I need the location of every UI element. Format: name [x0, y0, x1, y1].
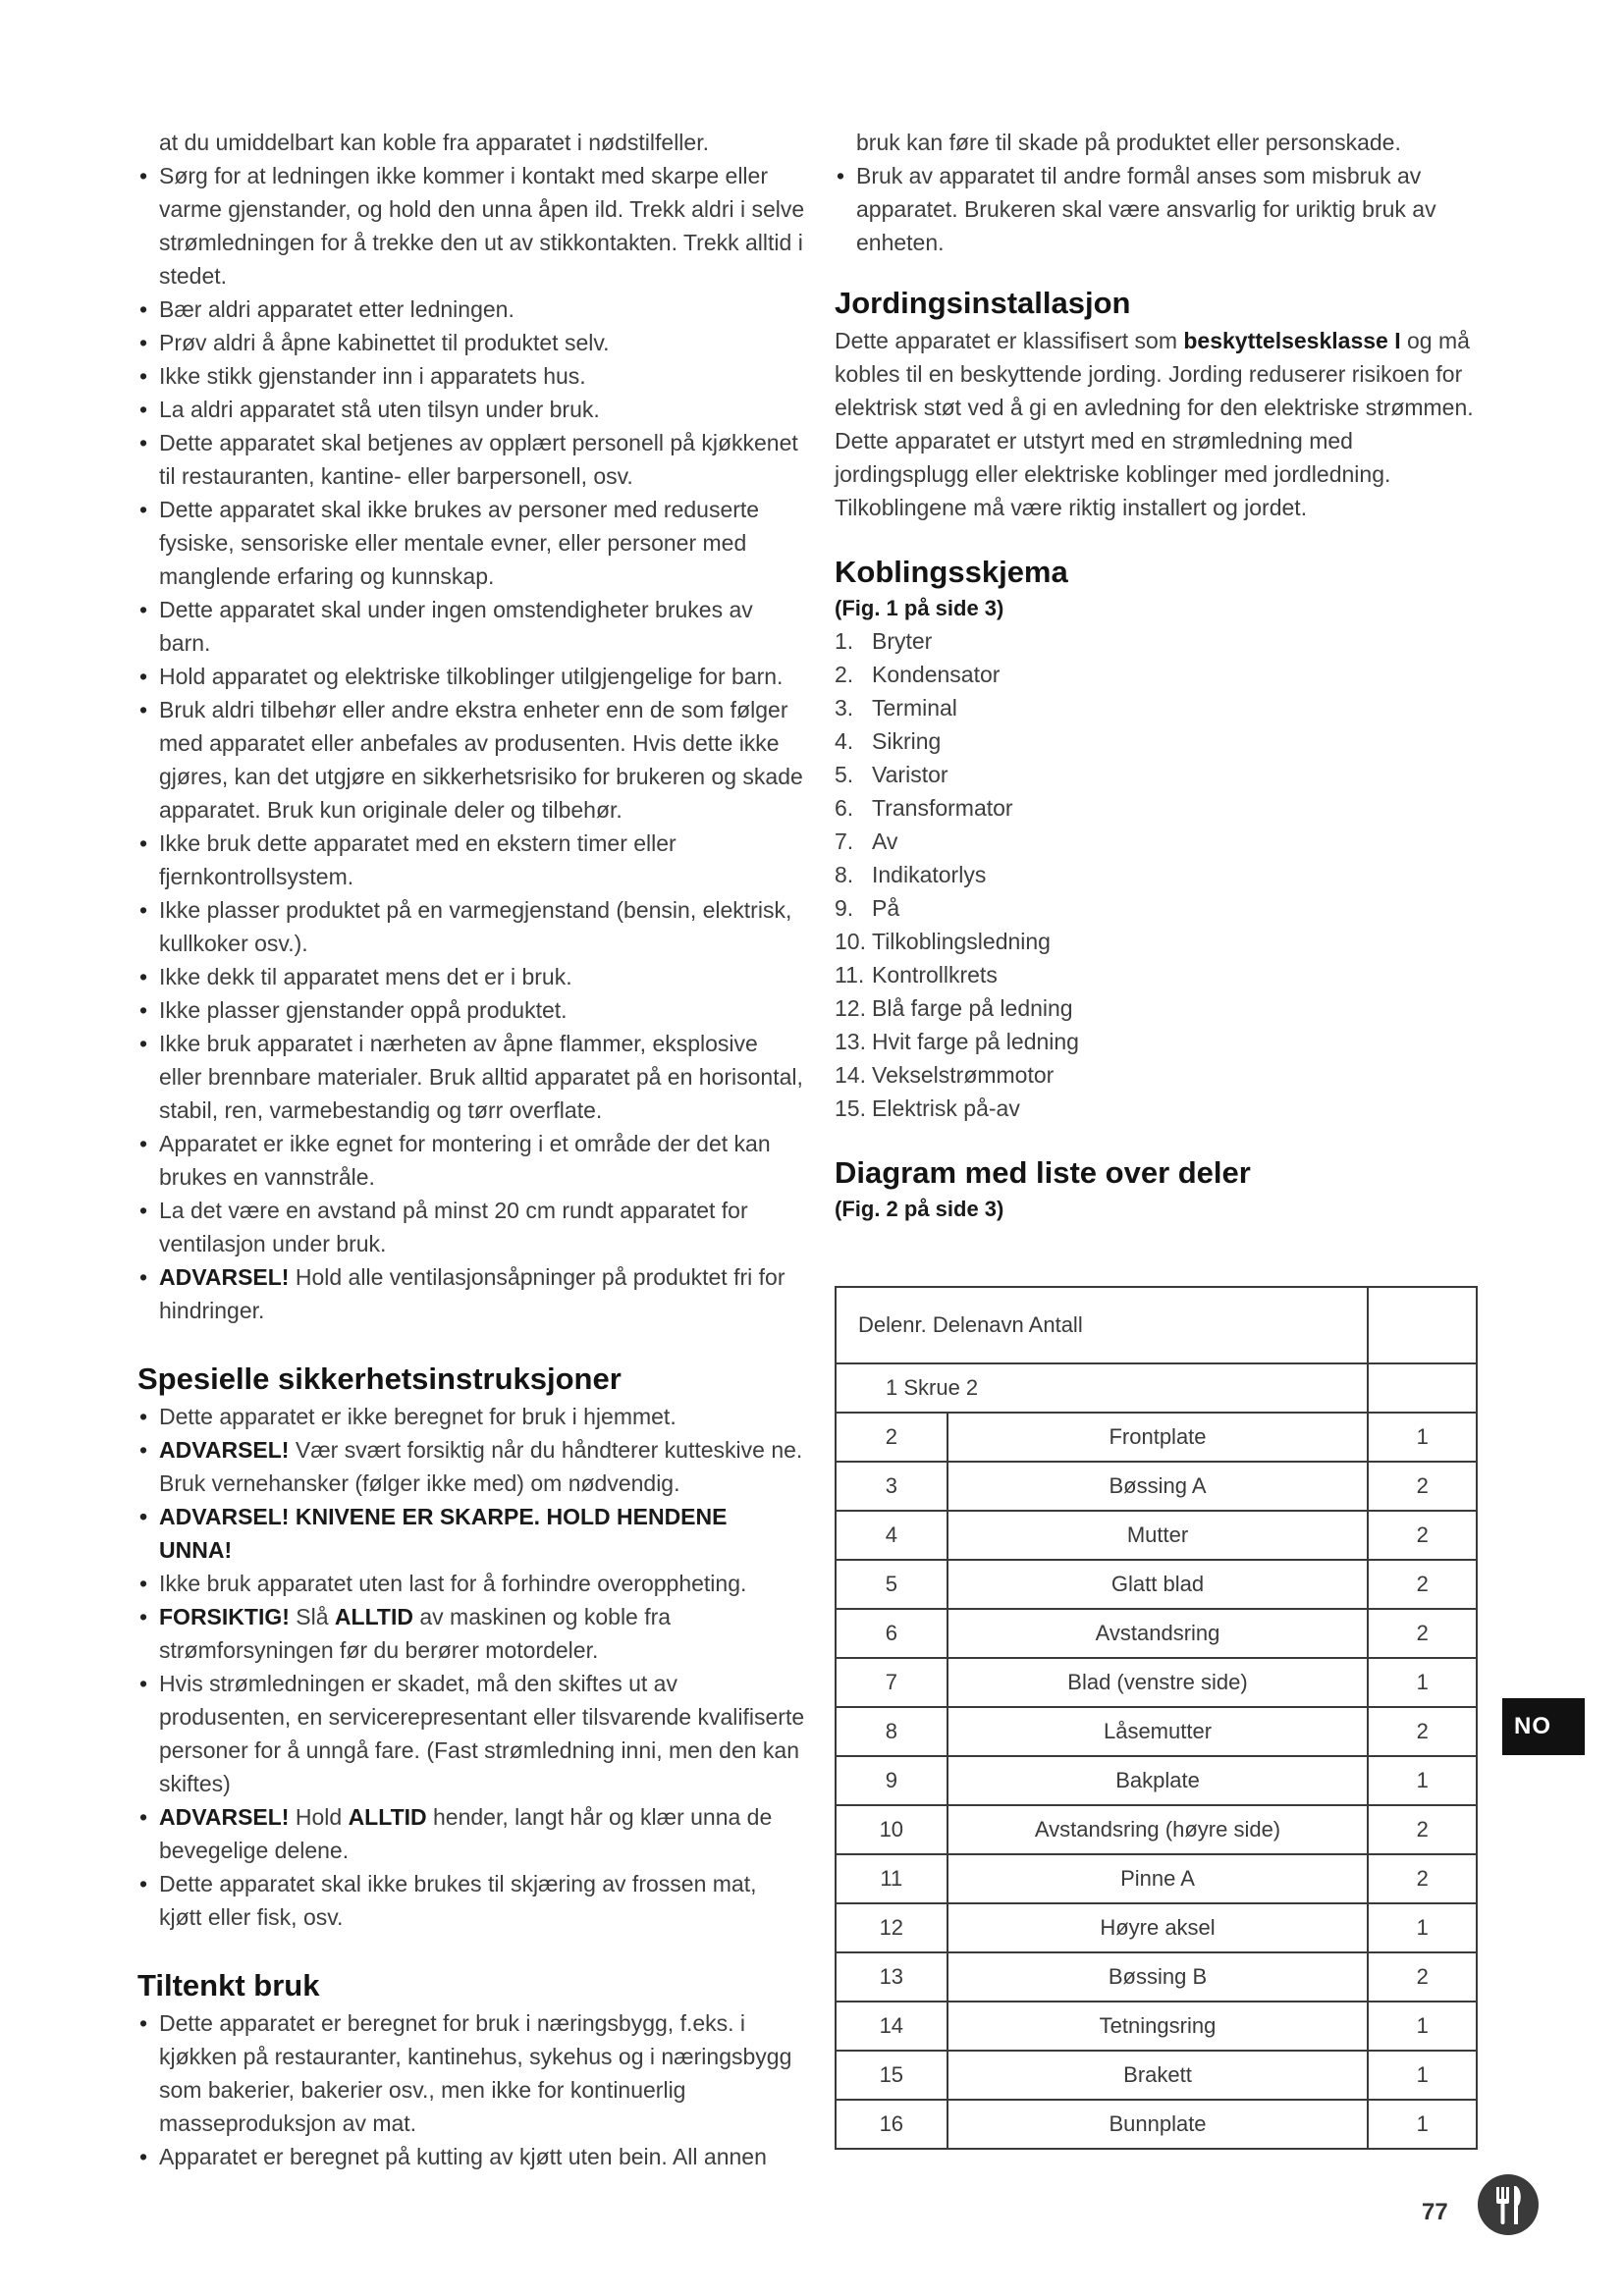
item-number: 11. — [835, 962, 865, 988]
list-item: • Prøv aldri å åpne kabinettet til produktet selv. — [137, 326, 805, 359]
list-item: • Ikke bruk dette apparatet med en ekstern timer eller fjernkontrollsystem. — [137, 827, 805, 893]
intended-use-heading: Tiltenkt bruk — [137, 1968, 320, 2002]
parts-heading: Diagram med liste over deler — [835, 1155, 1251, 1190]
table-row — [836, 1952, 1477, 2002]
item-label: Kontrollkrets — [872, 962, 998, 988]
table-row — [836, 1609, 1477, 1658]
knives-warning: • ADVARSEL! KNIVENE ER SKARPE. HOLD HENDENE UNNA! — [137, 1500, 805, 1567]
intro-continuation: at du umiddelbart kan koble fra apparatet i nødstilfeller. — [159, 130, 709, 155]
list-item — [835, 858, 1488, 891]
parts-figure-ref: (Fig. 2 på side 3) — [835, 1197, 1004, 1221]
list-item: • Ikke dekk til apparatet mens det er i bruk. — [137, 960, 805, 993]
item-label: Vekselstrømmotor — [872, 1062, 1055, 1088]
table-row — [836, 1658, 1477, 1707]
part-number: 7 — [836, 1658, 947, 1707]
item-number: 15. — [835, 1095, 866, 1121]
wiring-figure-ref: (Fig. 1 på side 3) — [835, 596, 1004, 620]
item-label: Varistor — [872, 762, 948, 787]
part-quantity: 1 — [1368, 2002, 1477, 2051]
list-item: • Apparatet er beregnet på kutting av kjøtt uten bein. All annen — [137, 2140, 805, 2173]
list-item: • Sørg for at ledningen ikke kommer i kontakt med skarpe eller varme gjenstander, og hold den unna åpen ild. Trekk aldri i selve strømledningen for å trekke den ut av stikkontakten. Trekk alltid i stedet. — [137, 159, 805, 293]
list-item — [835, 624, 1488, 658]
warning-label: ADVARSEL! — [159, 1264, 290, 1290]
part-number: 8 — [836, 1707, 947, 1756]
item-label: Sikring — [872, 728, 942, 754]
part-number: 16 — [836, 2100, 947, 2149]
part-name: Frontplate — [947, 1413, 1369, 1462]
part-number: 2 — [836, 1413, 947, 1462]
list-item — [835, 1058, 1488, 1092]
part-quantity: 2 — [1368, 1805, 1477, 1854]
list-item: • Bruk aldri tilbehør eller andre ekstra enheter enn de som følger med apparatet eller anbefales av produsenten. Hvis dette ikke gjøres, kan det utgjøre en sikkerhetsrisiko for brukeren og skade apparatet. Bruk kun originale deler og tilbehør. — [137, 693, 805, 827]
intended-continuation: bruk kan føre til skade på produktet eller personskade. — [856, 130, 1401, 155]
part-number: 4 — [836, 1511, 947, 1560]
item-number: 3. — [835, 695, 854, 721]
warning-label: ADVARSEL! — [159, 1804, 290, 1830]
part-number: 9 — [836, 1756, 947, 1805]
item-number: 12. — [835, 995, 866, 1021]
part-quantity: 2 — [1368, 1707, 1477, 1756]
protection-class: beskyttelsesklasse I — [1183, 328, 1401, 353]
list-item: • Dette apparatet er beregnet for bruk i næringsbygg, f.eks. i kjøkken på restauranter, kantinehus, sykehus og i næringsbygg som bakerier, bakerier osv., men ikke for kontinuerlig masseproduksjon av mat. — [137, 2006, 805, 2140]
item-label: Tilkoblingsledning — [872, 929, 1051, 954]
list-item: • Dette apparatet skal betjenes av opplært personell på kjøkkenet til restauranten, kantine- eller barpersonell, osv. — [137, 426, 805, 493]
list-item: • Dette apparatet skal ikke brukes til skjæring av frossen mat, kjøtt eller fisk, osv. — [137, 1867, 805, 1934]
warning-text: hender, langt hår og klær unna de bevegelige delene. — [159, 1804, 773, 1863]
part-number: 15 — [836, 2051, 947, 2100]
table-row — [836, 1903, 1477, 1952]
list-item: • Hvis strømledningen er skadet, må den skiftes ut av produsenten, en servicerepresentant eller tilsvarende kvalifiserte personer for å unngå fare. (Fast strømledning inni, men den kan skiftes) — [137, 1667, 805, 1800]
grounding-text: og må kobles til en beskyttende jording. Jording reduserer risikoen for elektrisk støt ved å gi en avledning for den elektriske strømmen. — [835, 328, 1474, 420]
grounding-paragraph-1 — [835, 324, 1488, 424]
part-name: Låsemutter — [947, 1707, 1369, 1756]
item-label: Indikatorlys — [872, 862, 987, 887]
special-safety-heading: Spesielle sikkerhetsinstruksjoner — [137, 1362, 622, 1396]
language-tab: NO — [1502, 1698, 1585, 1755]
list-item — [835, 724, 1488, 758]
table-row — [836, 2100, 1477, 2149]
part-number: 6 — [836, 1609, 947, 1658]
list-item: • Hold apparatet og elektriske tilkoblinger utilgjengelige for barn. — [137, 660, 805, 693]
part-name: Bøssing B — [947, 1952, 1369, 2002]
warning-text: Hold alle ventilasjonsåpninger på produktet fri for hindringer. — [159, 1264, 785, 1323]
part-name: Mutter — [947, 1511, 1369, 1560]
item-label: Kondensator — [872, 662, 1001, 687]
item-number: 2. — [835, 662, 854, 687]
list-item: • Ikke bruk apparatet uten last for å forhindre overoppheting. — [137, 1567, 805, 1600]
caution-label: FORSIKTIG! — [159, 1604, 290, 1629]
part-quantity: 2 — [1368, 1511, 1477, 1560]
table-row — [836, 1363, 1477, 1413]
grounding-heading: Jordingsinstallasjon — [835, 286, 1131, 320]
list-item: • Ikke plasser produktet på en varmegjenstand (bensin, elektrisk, kullkoker osv.). — [137, 893, 805, 960]
part-name: Glatt blad — [947, 1560, 1369, 1609]
item-label: Terminal — [872, 695, 957, 721]
item-label: Blå farge på ledning — [872, 995, 1073, 1021]
table-row — [836, 2051, 1477, 2100]
item-label: Transformator — [872, 795, 1013, 821]
part-number: 3 — [836, 1462, 947, 1511]
item-label: Elektrisk på-av — [872, 1095, 1020, 1121]
part-number: 11 — [836, 1854, 947, 1903]
cutlery-icon — [1477, 2173, 1540, 2236]
item-number: 14. — [835, 1062, 866, 1088]
part-name: Avstandsring — [947, 1609, 1369, 1658]
item-label: Bryter — [872, 628, 933, 654]
list-item — [835, 758, 1488, 791]
part-quantity: 1 — [1368, 1658, 1477, 1707]
list-item — [137, 1600, 805, 1667]
list-item: • La aldri apparatet stå uten tilsyn under bruk. — [137, 393, 805, 426]
list-item: • Bruk av apparatet til andre formål anses som misbruk av apparatet. Brukeren skal være ansvarlig for uriktig bruk av enheten. — [835, 159, 1488, 259]
part-name: Blad (venstre side) — [947, 1658, 1369, 1707]
part-quantity: 1 — [1368, 2100, 1477, 2149]
table-row — [836, 1462, 1477, 1511]
table-row — [836, 2002, 1477, 2051]
item-number: 1. — [835, 628, 854, 654]
list-item — [835, 891, 1488, 925]
item-number: 5. — [835, 762, 854, 787]
part-name: Avstandsring (høyre side) — [947, 1805, 1369, 1854]
list-item — [835, 691, 1488, 724]
table-row — [836, 1511, 1477, 1560]
list-item — [835, 1025, 1488, 1058]
part-number: 12 — [836, 1903, 947, 1952]
list-item: • Bær aldri apparatet etter ledningen. — [137, 293, 805, 326]
table-row — [836, 1413, 1477, 1462]
part-name: Pinne A — [947, 1854, 1369, 1903]
part-name: Brakett — [947, 2051, 1369, 2100]
grounding-paragraph-2: Dette apparatet er utstyrt med en strømledning med jordingsplugg eller elektriske koblinger med jordledning. Tilkoblingene må være riktig installert og jordet. — [835, 428, 1391, 520]
table-header: Delenr. Delenavn Antall — [836, 1287, 1368, 1363]
table-row — [836, 1756, 1477, 1805]
warning-always: ALLTID — [348, 1804, 427, 1830]
part-quantity: 1 — [1368, 1903, 1477, 1952]
warning-text: Vær svært forsiktig når du håndterer kutteskive ne. Bruk vernehansker (følger ikke med) om nødvendig. — [159, 1437, 803, 1496]
item-label: Av — [872, 828, 898, 854]
item-number: 6. — [835, 795, 854, 821]
list-item — [835, 791, 1488, 825]
left-column — [137, 126, 805, 2173]
part-quantity: 1 — [1368, 1413, 1477, 1462]
list-item — [137, 1800, 805, 1867]
item-number: 9. — [835, 895, 854, 921]
table-row — [836, 1805, 1477, 1854]
warning-label: ADVARSEL! — [159, 1437, 290, 1463]
item-number: 13. — [835, 1029, 866, 1054]
right-column — [835, 126, 1488, 1225]
part-quantity: 2 — [1368, 1462, 1477, 1511]
list-item: • Ikke stikk gjenstander inn i apparatets hus. — [137, 359, 805, 393]
list-item: • Dette apparatet er ikke beregnet for bruk i hjemmet. — [137, 1400, 805, 1433]
table-row — [836, 1707, 1477, 1756]
list-item — [835, 958, 1488, 991]
item-number: 7. — [835, 828, 854, 854]
list-item — [835, 1092, 1488, 1125]
part-number: 14 — [836, 2002, 947, 2051]
item-number: 10. — [835, 929, 866, 954]
part-quantity: 2 — [1368, 1854, 1477, 1903]
part-quantity: 1 — [1368, 2051, 1477, 2100]
part-quantity: 1 — [1368, 1756, 1477, 1805]
part-quantity: 2 — [1368, 1952, 1477, 2002]
table-cell — [1368, 1363, 1477, 1413]
parts-table — [835, 1286, 1478, 2150]
item-number: 4. — [835, 728, 854, 754]
grounding-text: Dette apparatet er klassifisert som — [835, 328, 1177, 353]
part-quantity: 2 — [1368, 1560, 1477, 1609]
caution-always: ALLTID — [334, 1604, 413, 1629]
wiring-list — [835, 624, 1488, 1125]
part-number: 13 — [836, 1952, 947, 2002]
list-item: • Dette apparatet skal under ingen omstendigheter brukes av barn. — [137, 593, 805, 660]
item-label: Hvit farge på ledning — [872, 1029, 1079, 1054]
caution-mid: Slå — [296, 1604, 329, 1629]
list-item: • Ikke bruk apparatet i nærheten av åpne flammer, eksplosive eller brennbare materialer. Bruk alltid apparatet på en horisontal, stabil, ren, varmebestandig og tørr overflate. — [137, 1027, 805, 1127]
list-item: • Apparatet er ikke egnet for montering i et område der det kan brukes en vannstråle. — [137, 1127, 805, 1194]
table-header-row — [836, 1287, 1477, 1363]
list-item — [835, 991, 1488, 1025]
part-name: Bøssing A — [947, 1462, 1369, 1511]
part-quantity: 2 — [1368, 1609, 1477, 1658]
item-label: På — [872, 895, 900, 921]
table-row — [836, 1560, 1477, 1609]
part-number: 5 — [836, 1560, 947, 1609]
list-item — [835, 925, 1488, 958]
list-item — [835, 825, 1488, 858]
table-cell — [1368, 1287, 1477, 1363]
part-name: Bakplate — [947, 1756, 1369, 1805]
table-cell: 1 Skrue 2 — [836, 1363, 1368, 1413]
wiring-heading: Koblingsskjema — [835, 555, 1068, 589]
list-item: • La det være en avstand på minst 20 cm rundt apparatet for ventilasjon under bruk. — [137, 1194, 805, 1260]
caution-text: av maskinen og koble fra strømforsyningen før du berører motordeler. — [159, 1604, 672, 1663]
item-number: 8. — [835, 862, 854, 887]
part-number: 10 — [836, 1805, 947, 1854]
part-name: Bunnplate — [947, 2100, 1369, 2149]
warning-ventilation — [137, 1260, 805, 1327]
list-item: • Dette apparatet skal ikke brukes av personer med reduserte fysiske, sensoriske eller mentale evner, eller personer med manglende erfaring og kunnskap. — [137, 493, 805, 593]
table-row — [836, 1854, 1477, 1903]
list-item — [835, 658, 1488, 691]
warning-mid: Hold — [295, 1804, 343, 1830]
page-number: 77 — [1422, 2199, 1448, 2225]
part-name: Høyre aksel — [947, 1903, 1369, 1952]
part-name: Tetningsring — [947, 2002, 1369, 2051]
list-item: • Ikke plasser gjenstander oppå produktet. — [137, 993, 805, 1027]
list-item — [137, 1433, 805, 1500]
